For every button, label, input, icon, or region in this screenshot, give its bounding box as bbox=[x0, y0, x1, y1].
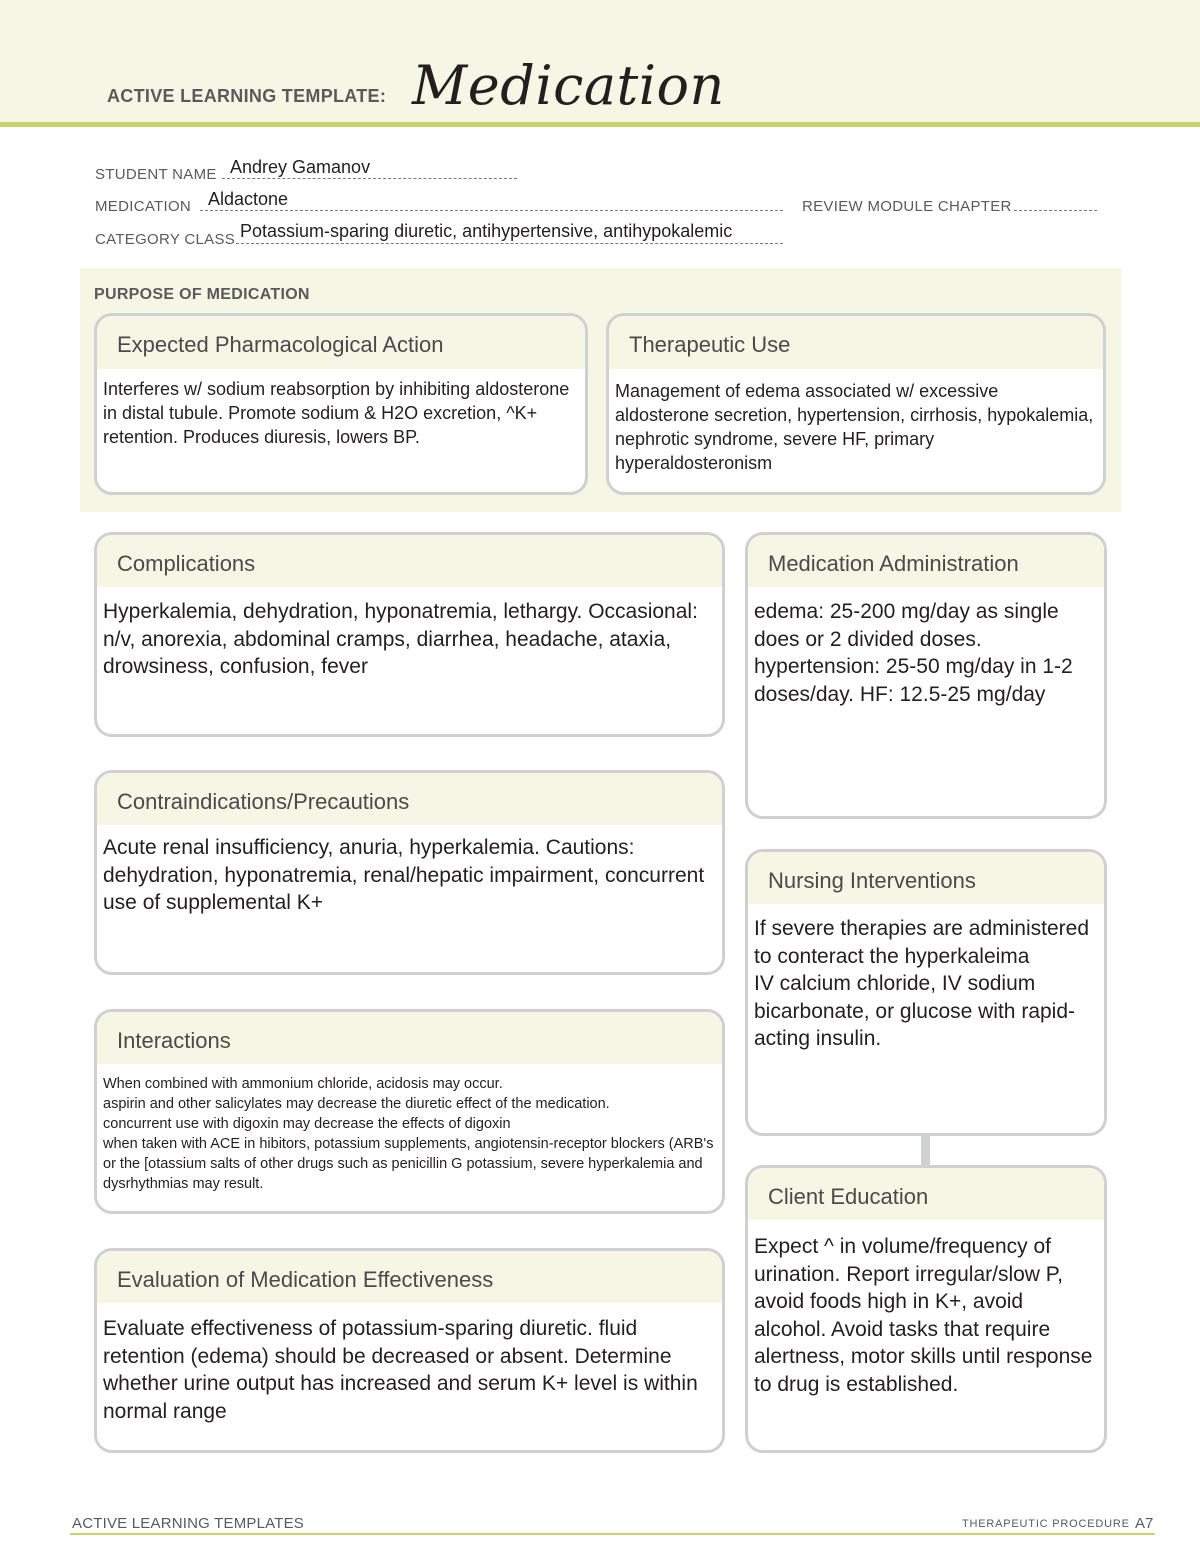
page-title: Medication bbox=[412, 54, 725, 117]
review-module-field[interactable] bbox=[1014, 209, 1097, 211]
footer-rule bbox=[70, 1533, 1155, 1535]
purpose-label: PURPOSE OF MEDICATION bbox=[94, 286, 310, 303]
category-class-label: CATEGORY CLASS bbox=[95, 231, 236, 248]
box-connector bbox=[921, 1134, 930, 1166]
category-class-line bbox=[236, 242, 783, 244]
client-education-box bbox=[745, 1165, 1107, 1453]
interactions-body[interactable]: When combined with ammonium chloride, acidosis may occur. aspirin and other salicylates may decrease the diuretic effect of the medication. concurrent use with digoxin may decrease the effects of digoxin when taken with ACE in hibitors, potassium supplements, angiotensin-receptor blockers (ARB's or the [otassium salts of other drugs such as penicillin G potassium, severe hyperkalemia and dysrhythmias may result. bbox=[103, 1076, 714, 1192]
complications-body[interactable]: Hyperkalemia, dehydration, hyponatremia, lethargy. Occasional: n/v, anorexia, abdominal cramps, diarrhea, headache, ataxia, drowsiness, confusion, fever bbox=[103, 600, 698, 678]
complications-box bbox=[94, 532, 725, 737]
medication-field[interactable]: Aldactone bbox=[208, 189, 289, 209]
review-module-label: REVIEW MODULE CHAPTER bbox=[802, 198, 1012, 215]
contraindications-title: Contraindications/Precautions bbox=[97, 773, 722, 825]
interactions-title: Interactions bbox=[97, 1012, 722, 1064]
client-education-title: Client Education bbox=[748, 1168, 1104, 1220]
nursing-interventions-body[interactable]: If severe therapies are administered to conteract the hyperkaleima IV calcium chloride, IV sodium bicarbonate, or glucose with rapid-acting insulin. bbox=[754, 917, 1090, 1050]
contraindications-box bbox=[94, 770, 725, 975]
complications-title: Complications bbox=[97, 535, 722, 587]
category-class-field[interactable]: Potassium-sparing diuretic, antihypertensive, antihypokalemic bbox=[240, 221, 733, 241]
template-label: ACTIVE LEARNING TEMPLATE: bbox=[107, 86, 387, 106]
student-name-label: STUDENT NAME bbox=[95, 166, 217, 183]
page-number: A7 bbox=[1135, 1515, 1154, 1532]
header-rule bbox=[0, 122, 1200, 127]
footer-left-label: ACTIVE LEARNING TEMPLATES bbox=[72, 1515, 304, 1532]
evaluation-title: Evaluation of Medication Effectiveness bbox=[97, 1251, 722, 1303]
client-education-body[interactable]: Expect ^ in volume/frequency of urination. Report irregular/slow P, avoid foods high in K+, avoid alcohol. Avoid tasks that require alertness, motor skills until response to drug is established. bbox=[754, 1235, 1093, 1396]
med-administration-title: Medication Administration bbox=[748, 535, 1104, 587]
therapeutic-use-title: Therapeutic Use bbox=[609, 316, 1103, 369]
nursing-interventions-title: Nursing Interventions bbox=[748, 852, 1104, 904]
student-name-field[interactable]: Andrey Gamanov bbox=[230, 157, 371, 177]
interactions-box bbox=[94, 1009, 725, 1214]
med-administration-box bbox=[745, 532, 1107, 819]
expected-action-box bbox=[94, 313, 588, 495]
evaluation-body[interactable]: Evaluate effectiveness of potassium-sparing diuretic. fluid retention (edema) should be decreased or absent. Determine whether urine output has increased and serum K+ level is within normal range bbox=[103, 1317, 698, 1423]
contraindications-body[interactable]: Acute renal insufficiency, anuria, hyperkalemia. Cautions: dehydration, hyponatremia, renal/hepatic impairment, concurrent use of supplemental K+ bbox=[103, 836, 705, 914]
nursing-interventions-box bbox=[745, 849, 1107, 1136]
footer-right-label: THERAPEUTIC PROCEDURE bbox=[962, 1518, 1130, 1530]
evaluation-box bbox=[94, 1248, 725, 1453]
therapeutic-use-box bbox=[606, 313, 1106, 495]
medication-label: MEDICATION bbox=[95, 198, 192, 215]
expected-action-body[interactable]: Interferes w/ sodium reabsorption by inhibiting aldosterone in distal tubule. Promote sodium & H2O excretion, ^K+ retention. Produces diuresis, lowers BP. bbox=[103, 379, 570, 447]
expected-action-title: Expected Pharmacological Action bbox=[97, 316, 585, 369]
med-administration-body[interactable]: edema: 25-200 mg/day as single does or 2 divided doses. hypertension: 25-50 mg/day in 1-2 doses/day. HF: 12.5-25 mg/day bbox=[754, 600, 1073, 706]
therapeutic-use-body[interactable]: Management of edema associated w/ excessive aldosterone secretion, hypertension, cirrhosis, hypokalemia, nephrotic syndrome, severe HF, primary hyperaldosteronism bbox=[615, 381, 1094, 473]
